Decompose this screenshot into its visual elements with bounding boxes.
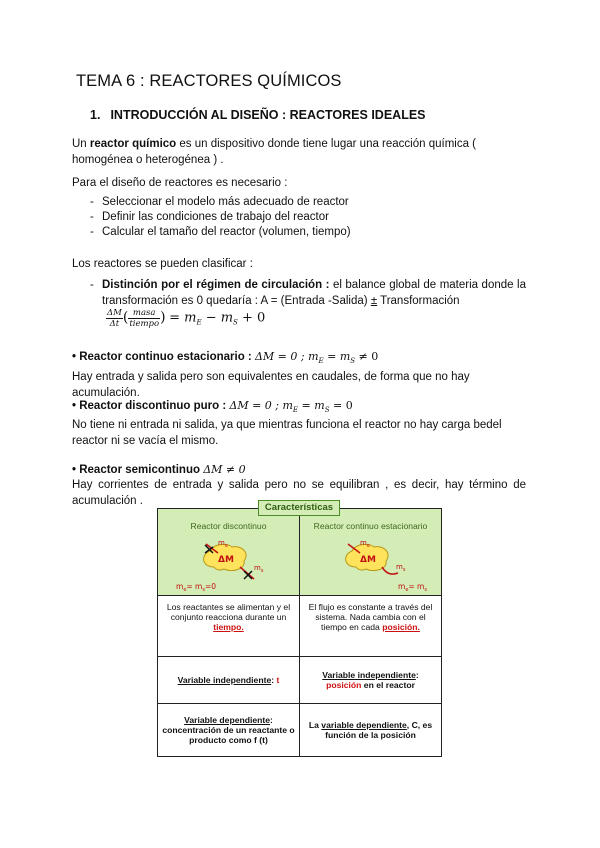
reactor-continuo-heading bbox=[72, 349, 526, 369]
formula-part: ≠ 0 bbox=[355, 350, 379, 363]
indep-value: t bbox=[276, 675, 280, 685]
eq-sub: s bbox=[424, 587, 427, 593]
fraction-mass bbox=[128, 308, 160, 329]
classification-text-2: Transformación bbox=[377, 295, 460, 307]
dep-text: , C, es función de la posición bbox=[325, 720, 433, 740]
indep-value: posición bbox=[326, 680, 362, 690]
dep-prefix: La bbox=[308, 720, 322, 730]
section-title: INTRODUCCIÓN AL DISEÑO : REACTORES IDEALES bbox=[110, 108, 426, 122]
reactor-formula bbox=[229, 399, 353, 415]
mass-balance-label bbox=[398, 582, 427, 593]
reactor-discontinuo-diagram bbox=[158, 509, 300, 595]
page-title: TEMA 6 : REACTORES QUÍMICOS bbox=[76, 72, 342, 90]
characteristics-table bbox=[157, 508, 442, 757]
indep-label: Variable independiente bbox=[322, 670, 416, 680]
eq-minus: − m bbox=[201, 310, 234, 326]
formula-part: ΔM = 0 ; m bbox=[254, 350, 319, 363]
reactor-continuo-diagram bbox=[300, 509, 442, 595]
reactor-continuo-desc: Hay entrada y salida pero son equivalentes en caudales, de forma que no hay acumulación. bbox=[72, 371, 470, 399]
eq-rhs: = m bbox=[169, 310, 197, 326]
intro-paragraph bbox=[72, 136, 526, 168]
reactor-title: • Reactor discontinuo puro : bbox=[72, 400, 227, 412]
ms-base: m bbox=[396, 563, 403, 571]
ms-sub: s bbox=[402, 567, 406, 573]
cell-discontinuo-desc bbox=[158, 596, 300, 657]
paren-close: ) bbox=[160, 309, 166, 326]
desc-text: El flujo es constante a través del sistema. Nada cambia con el tiempo en cada bbox=[308, 602, 433, 632]
formula-part: = 0 bbox=[329, 399, 353, 412]
eq-sub: e bbox=[405, 587, 409, 593]
me-base: m bbox=[360, 539, 367, 547]
indep-label: Variable independiente bbox=[177, 675, 272, 685]
intro-bold: reactor químico bbox=[89, 138, 177, 150]
indep-colon: : bbox=[415, 670, 419, 680]
cell-continuo-diagram bbox=[300, 509, 442, 596]
cell-continuo-dep bbox=[300, 704, 442, 757]
reactor-semicontinuo-desc: Hay corrientes de entrada y salida pero no se equilibran , es decir, hay término de acumulación . bbox=[72, 479, 526, 507]
reactor-semicontinuo-heading bbox=[72, 462, 526, 478]
fraction-num: masa bbox=[128, 308, 160, 319]
classification-bold: Distinción por el régimen de circulación : bbox=[102, 279, 330, 291]
classification-item bbox=[72, 277, 526, 309]
plus-minus-symbol: ± bbox=[370, 295, 378, 307]
fraction-den: tiempo bbox=[129, 319, 160, 329]
formula-sub: E bbox=[318, 357, 324, 366]
cell-discontinuo-diagram bbox=[158, 509, 300, 596]
fraction-num: ΔM bbox=[107, 308, 122, 318]
indep-tail: en el reactor bbox=[361, 680, 415, 690]
cell-continuo-desc bbox=[300, 596, 442, 657]
table-row bbox=[158, 509, 442, 596]
eq-sub: e bbox=[183, 587, 187, 593]
ms-base: m bbox=[254, 564, 261, 572]
list-item: - Calcular el tamaño del reactor (volumen, tiempo) bbox=[72, 225, 526, 240]
me-base: m bbox=[218, 539, 225, 547]
formula-part: = m bbox=[298, 399, 325, 412]
eq-part: = m bbox=[186, 582, 203, 591]
classification-text: el balance global de materia donde la transformación es 0 quedaría : A = (Entrada -Salida) bbox=[102, 279, 526, 307]
formula-part: ΔM = 0 ; m bbox=[229, 399, 293, 412]
section-number: 1. bbox=[90, 108, 101, 122]
mass-balance-label bbox=[176, 582, 216, 593]
cell-continuo-indep bbox=[300, 657, 442, 704]
classify-intro: Los reactores se pueden clasificar : bbox=[72, 258, 253, 270]
me-sub: e bbox=[224, 543, 228, 549]
reactor-formula bbox=[254, 350, 379, 366]
intro-rest: es un dispositivo donde tiene lugar una reacción química ( homogénea o heterogénea ) . bbox=[72, 138, 477, 166]
fraction-delta bbox=[106, 308, 123, 329]
cell-discontinuo-dep bbox=[158, 704, 300, 757]
blob-label: ΔM bbox=[218, 555, 234, 565]
blob-label: ΔM bbox=[360, 555, 376, 565]
eq-part: m bbox=[398, 582, 406, 591]
table-row bbox=[158, 596, 442, 657]
section-heading bbox=[90, 108, 426, 122]
dep-label: variable dependiente bbox=[321, 720, 407, 730]
paren-open: ( bbox=[122, 309, 129, 326]
sub-e: E bbox=[196, 318, 202, 327]
sub-s: S bbox=[233, 318, 238, 327]
eq-part: m bbox=[176, 582, 184, 591]
table-row bbox=[158, 704, 442, 757]
col-head: Reactor discontinuo bbox=[190, 521, 267, 531]
eq-part: = m bbox=[408, 582, 425, 591]
desc-highlight: tiempo. bbox=[213, 622, 244, 632]
eq-sub: s bbox=[202, 587, 205, 593]
reactor-formula: ΔM ≠ 0 bbox=[203, 463, 246, 476]
me-sub: e bbox=[366, 543, 370, 549]
formula-sub: E bbox=[292, 406, 299, 415]
eq-plus: + 0 bbox=[237, 310, 266, 326]
list-item: - Seleccionar el modelo más adecuado de reactor bbox=[72, 195, 526, 210]
fraction-den: Δt bbox=[109, 319, 120, 329]
formula-part: = m bbox=[323, 350, 351, 363]
formula-sub: S bbox=[324, 406, 330, 415]
reactor-title: • Reactor semicontinuo bbox=[72, 464, 200, 476]
cell-discontinuo-indep bbox=[158, 657, 300, 704]
classification-list bbox=[72, 277, 526, 309]
intro-prefix: Un bbox=[72, 138, 90, 150]
characteristics-badge: Características bbox=[258, 500, 340, 516]
design-intro: Para el diseño de reactores es necesario : bbox=[72, 177, 288, 189]
table-row bbox=[158, 657, 442, 704]
col-head: Reactor continuo estacionario bbox=[313, 521, 428, 531]
reactor-discontinuo-heading bbox=[72, 398, 526, 418]
eq-part: =0 bbox=[204, 582, 217, 591]
balance-equation bbox=[106, 308, 265, 329]
reactor-title: • Reactor continuo estacionario : bbox=[72, 351, 252, 363]
ms-label bbox=[396, 563, 406, 573]
green-panel bbox=[158, 509, 299, 595]
ms-label bbox=[254, 564, 264, 574]
desc-text: Los reactantes se alimentan y el conjunto reacciona durante un bbox=[166, 602, 291, 622]
formula-sub: S bbox=[350, 357, 356, 366]
ms-sub: s bbox=[260, 568, 264, 574]
list-item: - Definir las condiciones de trabajo del reactor bbox=[72, 210, 526, 225]
dep-text: : concentración de un reactante o producto como f (t) bbox=[162, 715, 295, 745]
desc-highlight: posición. bbox=[382, 622, 420, 632]
design-list bbox=[72, 195, 526, 240]
reactor-discontinuo-desc: No tiene ni entrada ni salida, ya que mientras funciona el reactor no hay carga bedel reactor ni se vacía el mismo. bbox=[72, 419, 502, 447]
green-panel bbox=[300, 509, 441, 595]
dep-label: Variable dependiente bbox=[184, 715, 271, 725]
indep-colon: : bbox=[271, 675, 277, 685]
